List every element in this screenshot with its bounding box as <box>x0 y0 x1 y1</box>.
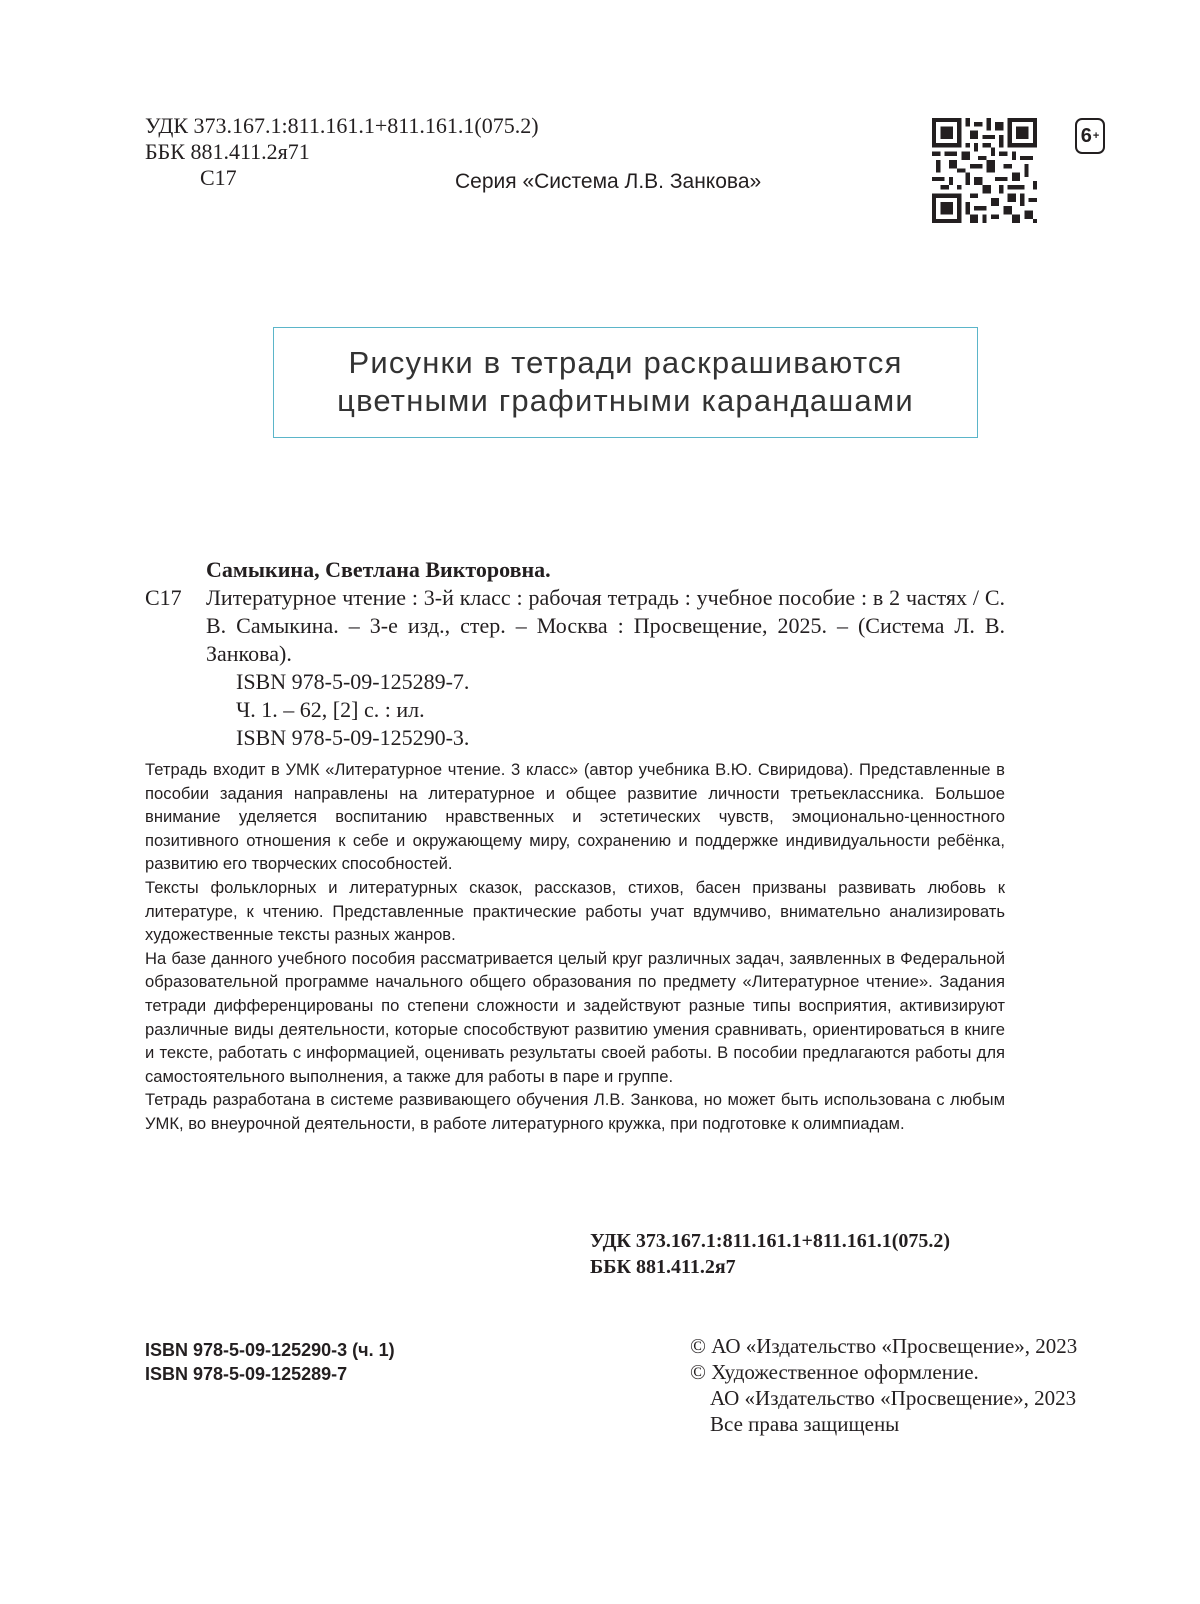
coloring-notice-box <box>273 327 978 438</box>
notice-line-2: цветными графитными карандашами <box>337 383 914 418</box>
isbn-line-1: ISBN 978-5-09-125290-3 (ч. 1) <box>145 1340 395 1360</box>
bbk-code: ББК 881.411.2я71 <box>145 139 310 164</box>
annotation <box>145 758 1005 1136</box>
age-rating-badge <box>1075 118 1105 154</box>
annotation-paragraph: Тетрадь разработана в системе развивающего обучения Л.В. Занкова, но может быть использована с любым УМК, во внеурочной деятельности, в работе литературного кружка, при подготовке к олимпиадам. <box>145 1090 1005 1133</box>
copyright-line-1: © АО «Издательство «Просвещение», 2023 <box>690 1334 1078 1358</box>
series-title: Серия «Система Л.В. Занкова» <box>455 170 762 193</box>
isbn-set: ISBN 978-5-09-125289-7. <box>236 669 470 694</box>
annotation-paragraph: На базе данного учебного пособия рассматривается целый круг различных задач, заявленных в Федеральной образовательной программе начального общего образования по предмету «Литературное чтение». Задания тетради дифференцированы по степени сложности и задействуют разные типы восприятия, активизируют различные виды деятельности, которые способствуют развитию умения сравнивать, ориентироваться в книге и тексте, работать с информацией, оценивать результаты своей работы. В пособии предлагаются работы для самостоятельного выполнения, а также для работы в паре и группе. <box>145 948 1005 1086</box>
copyright-block <box>690 1333 1077 1437</box>
age-rating-number: 6 <box>1080 124 1092 147</box>
isbn-block <box>145 1338 395 1386</box>
book-description: Литературное чтение : 3-й класс : рабочая тетрадь : учебное пособие : в 2 частях / С. В. Самыкина. – 3-е изд., стер. – Москва : Просвещение, 2025. – (Система Л. В. Занкова). <box>206 585 1005 666</box>
copyright-line-3: АО «Издательство «Просвещение», 2023 <box>710 1386 1077 1410</box>
udk-code: УДК 373.167.1:811.161.1+811.161.1(075.2) <box>145 113 539 138</box>
isbn-line-2: ISBN 978-5-09-125289-7 <box>145 1364 348 1384</box>
notice-line-1: Рисунки в тетради раскрашиваются <box>348 345 903 380</box>
bibliographic-record <box>145 556 1005 752</box>
author-name: Самыкина, Светлана Викторовна. <box>206 557 551 582</box>
part-info: Ч. 1. – 62, [2] с. : ил. <box>236 697 425 722</box>
classifier-code: С17 <box>145 585 182 610</box>
bibliographic-entry <box>145 584 1005 668</box>
annotation-paragraph: Тетрадь входит в УМК «Литературное чтение. 3 класс» (автор учебника В.Ю. Свиридова). Представленные в пособии задания направлены на литературное и общее развитие личности третьеклассника. Большое внимание уделяется воспитанию нравственных и эстетических чувств, эмоционально-ценностного позитивного отношения к себе и окружающему миру, сохранению и поддержке индивидуальности ребёнка, развитию его творческих способностей. <box>145 760 1005 874</box>
author-sign: С17 <box>200 165 237 190</box>
copyright-line-2: © Художественное оформление. <box>690 1360 979 1384</box>
copyright-line-4: Все права защищены <box>710 1412 900 1436</box>
isbn-part: ISBN 978-5-09-125290-3. <box>236 725 470 750</box>
qr-code-icon[interactable] <box>932 118 1037 223</box>
age-rating-plus: + <box>1092 130 1100 142</box>
annotation-paragraph: Тексты фольклорных и литературных сказок, рассказов, стихов, басен призваны развивать любовь к литературе, к чтению. Представленные практические работы учат вдумчиво, внимательно анализировать художественные тексты разных жанров. <box>145 877 1005 945</box>
bbk-code-bottom: ББК 881.411.2я7 <box>590 1256 736 1278</box>
udk-code-bottom: УДК 373.167.1:811.161.1+811.161.1(075.2) <box>590 1230 951 1252</box>
udk-footer <box>590 1228 950 1280</box>
